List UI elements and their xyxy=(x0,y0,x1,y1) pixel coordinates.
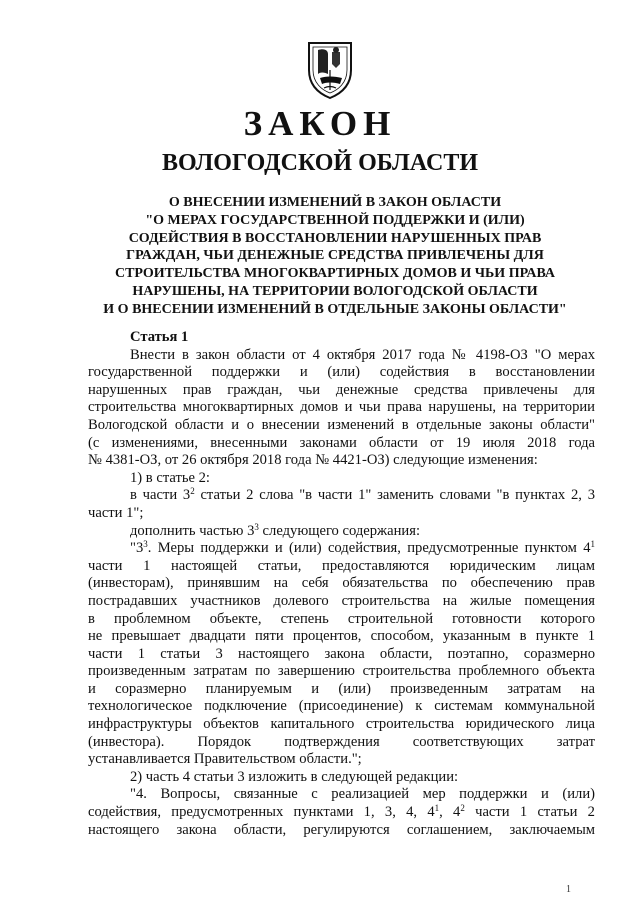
body-line: части 1 настоящей статьи, предоставляются юридическим лицам xyxy=(88,557,595,574)
body-line: 2) часть 4 статьи 3 изложить в следующей редакции: xyxy=(130,768,459,785)
body-line: части 1"; xyxy=(88,504,144,521)
body-line: (с изменениями, внесенными законами области от 19 июля 2018 года xyxy=(88,434,595,451)
page-marker: 1 xyxy=(566,884,571,895)
article-heading: Статья 1 xyxy=(130,329,189,345)
region-title: ВОЛОГОДСКОЙ ОБЛАСТИ xyxy=(161,150,479,176)
body-line: "$3^3$. Меры поддержки и (или) содействия, предусмотренные пунктом $4^1$ xyxy=(130,539,595,557)
body-line: содействия, предусмотренных пунктами 1, 3, 4, $4^1$, $4^2$ части 1 статьи 2 xyxy=(88,803,595,821)
body-line: в проблемном объекте, степень строительной готовности которого xyxy=(88,610,595,627)
body-line: части 1 статьи 3 настоящего закона области, поэтапно, соразмерно xyxy=(88,645,595,662)
document-body xyxy=(88,329,595,839)
body-line: технологическое подключение (присоединение) к системам коммунальной xyxy=(88,698,595,715)
law-title: ЗАКОН xyxy=(243,104,397,143)
heading-line: "О МЕРАХ ГОСУДАРСТВЕННОЙ ПОДДЕРЖКИ И (ИЛИ) xyxy=(145,212,525,228)
body-line: (инвестора). Порядок подтверждения соответствующих затрат xyxy=(88,733,595,750)
body-line: устанавливается Правительством области."; xyxy=(88,751,362,768)
heading-line: СТРОИТЕЛЬСТВА МНОГОКВАРТИРНЫХ ДОМОВ И ЧЬИ ПРАВА xyxy=(114,266,556,282)
body-line: и соразмерно планируемым и (или) произведенным затратам на xyxy=(88,680,595,697)
body-line: Внести в закон области от 4 октября 2017 года № 4198-ОЗ "О мерах xyxy=(130,346,595,363)
body-line: в части $3^2$ статьи 2 слова "в части 1" заменить словами "в пунктах 2, 3 xyxy=(130,486,595,504)
heading-line: И О ВНЕСЕНИИ ИЗМЕНЕНИЙ В ОТДЕЛЬНЫЕ ЗАКОНЫ ОБЛАСТИ" xyxy=(103,301,567,317)
heading-line: ГРАЖДАН, ЧЬИ ДЕНЕЖНЫЕ СРЕДСТВА ПРИВЛЕЧЕНЫ ДЛЯ xyxy=(126,248,544,264)
heading-line: О ВНЕСЕНИИ ИЗМЕНЕНИЙ В ЗАКОН ОБЛАСТИ xyxy=(168,195,502,210)
body-line: нарушенных прав граждан, чьи денежные средства привлечены для xyxy=(88,381,595,398)
heading-line: СОДЕЙСТВИЯ В ВОССТАНОВЛЕНИИ НАРУШЕННЫХ ПРАВ xyxy=(128,230,542,246)
body-line: не превышает двадцати пяти процентов, способом, указанным в пункте 1 xyxy=(88,628,595,645)
coat-of-arms-icon xyxy=(306,40,354,100)
body-line: № 4381-ОЗ, от 26 октября 2018 года № 4421-ОЗ) следующие изменения: xyxy=(88,452,538,469)
law-heading xyxy=(80,194,590,319)
body-line: пострадавших участников долевого строительства на жилые помещения xyxy=(88,592,595,609)
body-line: дополнить частью $3^3$ следующего содержания: xyxy=(130,521,421,539)
body-line: (инвесторам), принявшим на себя обязательства по обеспечению прав xyxy=(88,575,595,592)
body-line: настоящего закона области, регулируются соглашением, заключаемым xyxy=(88,821,595,838)
body-line: произведенным затратам по завершению строительства проблемного объекта xyxy=(88,663,595,680)
body-line: строительства многоквартирных домов и чьи права нарушены, на территории xyxy=(88,399,595,416)
body-line: инфраструктуры объектов капитального строительства юридического лица xyxy=(88,716,595,733)
heading-line: НАРУШЕНЫ, НА ТЕРРИТОРИИ ВОЛОГОДСКОЙ ОБЛАСТИ xyxy=(132,283,538,299)
body-line: государственной поддержки и (или) содействия в восстановлении xyxy=(88,364,595,381)
body-line: "4. Вопросы, связанные с реализацией мер поддержки и (или) xyxy=(130,786,595,803)
body-line: Вологодской области и о внесении изменений в отдельные законы области" xyxy=(88,416,595,433)
body-line: 1) в статье 2: xyxy=(130,469,210,486)
